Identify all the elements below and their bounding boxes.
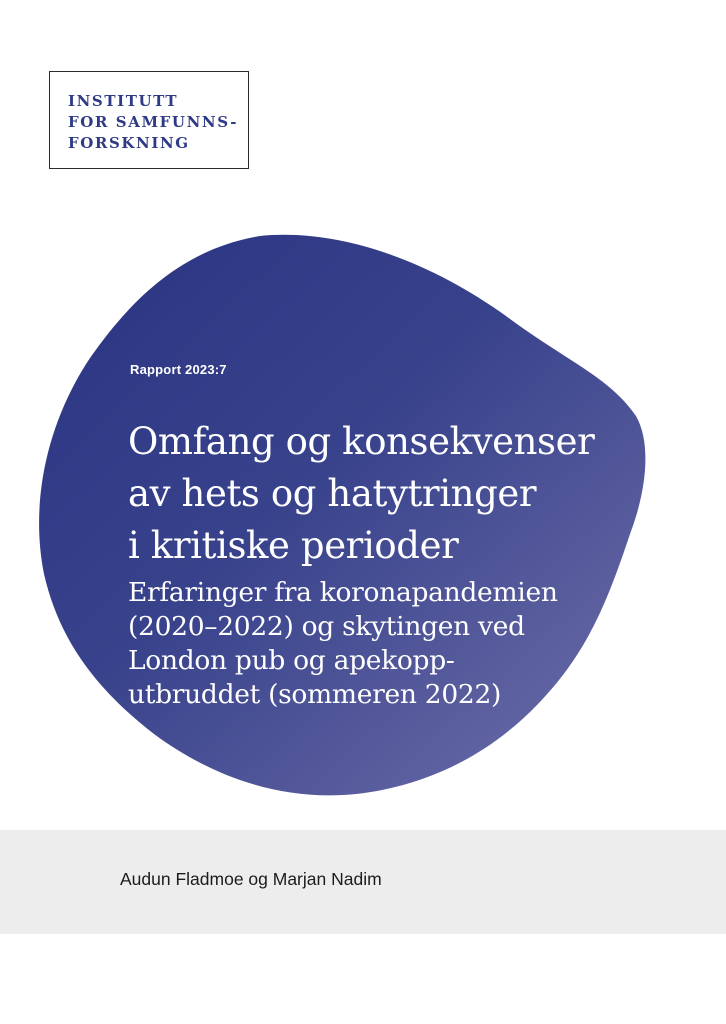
title-line-3: i kritiske perioder (128, 524, 459, 567)
authors: Audun Fladmoe og Marjan Nadim (120, 869, 382, 889)
subtitle-line-3: London pub og apekopp- (128, 645, 455, 676)
author-band (0, 830, 726, 934)
report-title (128, 416, 648, 572)
title-line-1: Omfang og konsekvenser (128, 420, 595, 463)
logo-line-2: FOR SAMFUNNS- (68, 113, 239, 131)
title-line-2: av hets og hatytringer (128, 472, 537, 515)
institute-logo (49, 71, 249, 169)
report-subtitle (128, 576, 648, 712)
subtitle-line-1: Erfaringer fra koronapandemien (128, 577, 558, 608)
subtitle-line-2: (2020–2022) og skytingen ved (128, 611, 525, 642)
report-number: Rapport 2023:7 (130, 362, 227, 377)
logo-line-3: FORSKNING (68, 134, 190, 152)
logo-line-1: INSTITUTT (68, 92, 179, 110)
subtitle-line-4: utbruddet (sommeren 2022) (128, 679, 502, 710)
